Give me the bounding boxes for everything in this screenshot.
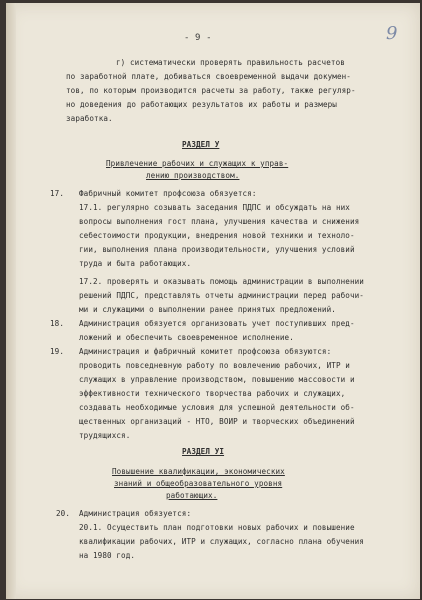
para17-line: 17.1. регулярно созывать заседания ПДПС и обсуждать на них (79, 203, 350, 212)
intro-line: заработка. (66, 114, 113, 123)
handwritten-page-number: 9 (386, 23, 398, 44)
section-title-line: лению производством. (146, 171, 240, 180)
intro-line: г) систематически проверять правильность расчетов (116, 58, 345, 67)
para19-line: щественных организаций - НТО, ВОИР и творческих объединений (79, 417, 355, 426)
para18-line: Администрация обязуется организовать учет поступивших пред- (79, 319, 355, 328)
para19-line: эффективности технического творчества рабочих и служащих, (79, 389, 346, 398)
section-title-line: Привлечение рабочих и служащих к управ- (106, 159, 289, 168)
paragraph-number: 20. (56, 509, 71, 518)
para20-line: квалификации рабочих, ИТР и служащих, согласно плана обучения (79, 537, 364, 546)
paragraph-number: 18. (50, 319, 65, 328)
paragraph-number: 17. (50, 189, 65, 198)
section-heading: РАЗДЕЛ УI (182, 447, 225, 456)
page-number: - 9 - (184, 33, 212, 43)
intro-line: но доведения до работающих результатов их работы и размеры (66, 100, 337, 109)
para17-line: труда и быта работающих. (79, 259, 192, 268)
para20-line: 20.1. Осуществить план подготовки новых рабочих и повышение (79, 523, 355, 532)
paragraph-number: 19. (50, 347, 65, 356)
para17-line: ми и служащими о выполнении ранее принятых предложений. (79, 305, 336, 314)
section-title-line: работающих. (166, 491, 218, 500)
section-title-line: знаний и общеобразовательного уровня (114, 479, 283, 488)
para17-line: вопросы выполнения гост плана, улучшения качества и снижения (79, 217, 360, 226)
para17-line: 17.2. проверять и оказывать помощь администрации в выполнении (79, 277, 364, 286)
para17-line: гии, выполнения плана производительности, улучшения условий (79, 245, 355, 254)
intro-line: по заработной плате, добиваться своевременной выдачи докумен- (66, 72, 351, 81)
section-heading: РАЗДЕЛ У (182, 140, 220, 149)
para17-line: себестоимости продукции, внедрения новой техники и техноло- (79, 231, 355, 240)
para19-line: проводить повседневную работу по вовлечению рабочих, ИТР и (79, 361, 350, 370)
para19-line: создавать необходимые условия для успешной деятельности об- (79, 403, 355, 412)
para20-line: на 1980 год. (79, 551, 136, 560)
document-page (6, 3, 420, 599)
para19-line: Администрация и фабричный комитет профсоюза обязуются: (79, 347, 332, 356)
para18-line: ложений и обеспечить своевременное исполнение. (79, 333, 294, 342)
para17-line: решений ПДПС, представлять отчеты администрации перед рабочи- (79, 291, 364, 300)
para20-line: Администрация обязуется: (79, 509, 192, 518)
para17-line: Фабричный комитет профсоюза обязуется: (79, 189, 257, 198)
section-title-line: Повышение квалификации, экономических (112, 467, 285, 476)
intro-line: тов, по которым производится расчеты за работу, также регуляр- (66, 86, 356, 95)
page-binding-edge (6, 3, 16, 599)
para19-line: служащих в управление производством, повышению массовости и (79, 375, 355, 384)
para19-line: трудящихся. (79, 431, 131, 440)
